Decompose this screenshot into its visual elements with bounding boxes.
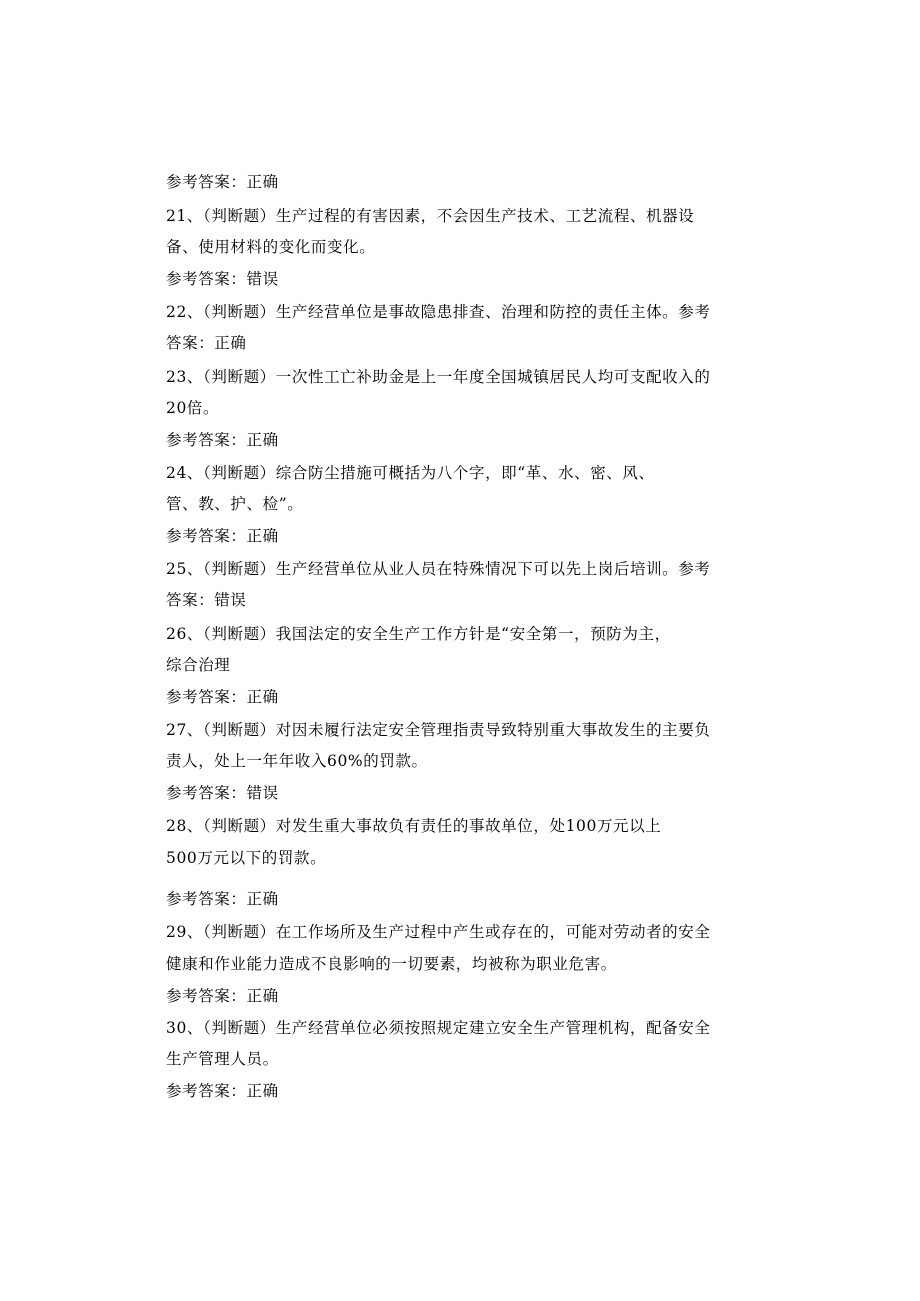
question-21-line-2: 备、使用材料的变化而变化。 (166, 238, 376, 256)
answer-line: 参考答案：正确 (166, 527, 279, 545)
question-22-line-1: 22、（判断题）生产经营单位是事故隐患排查、治理和防控的责任主体。参考 (166, 303, 711, 321)
answer-line: 参考答案：正确 (166, 688, 279, 706)
question-26-line-2: 综合治理 (166, 656, 231, 674)
question-22-line-2: 答案：正确 (166, 334, 247, 352)
question-23-line-1: 23、（判断题）一次性工亡补助金是上一年度全国城镇居民人均可支配收入的 (166, 368, 711, 386)
question-29-line-2: 健康和作业能力造成不良影响的一切要素，均被称为职业危害。 (166, 955, 617, 973)
question-29-line-1: 29、（判断题）在工作场所及生产过程中产生或存在的，可能对劳动者的安全 (166, 923, 711, 941)
question-27-line-2: 责人，处上一年年收入60%的罚款。 (166, 752, 428, 770)
question-24-line-2: 管、教、护、检”。 (166, 495, 304, 513)
question-24-line-1: 24、（判断题）综合防尘措施可概括为八个字，即“革、水、密、风、 (166, 464, 655, 482)
question-27-line-1: 27、（判断题）对因未履行法定安全管理指责导致特别重大事故发生的主要负 (166, 721, 711, 739)
question-25-line-1: 25、（判断题）生产经营单位从业人员在特殊情况下可以先上岗后培训。参考 (166, 560, 711, 578)
answer-line: 参考答案：正确 (166, 173, 279, 191)
question-26-line-1: 26、（判断题）我国法定的安全生产工作方针是“安全第一，预防为主， (166, 625, 671, 643)
answer-line: 参考答案：正确 (166, 987, 279, 1005)
question-21-line-1: 21、（判断题）生产过程的有害因素，不会因生产技术、工艺流程、机器设 (166, 207, 695, 225)
question-30-line-1: 30、（判断题）生产经营单位必须按照规定建立安全生产管理机构，配备安全 (166, 1019, 711, 1037)
answer-line: 参考答案：错误 (166, 270, 279, 288)
question-30-line-2: 生产管理人员。 (166, 1050, 279, 1068)
answer-line: 参考答案：正确 (166, 431, 279, 449)
question-28-line-2: 500万元以下的罚款。 (166, 849, 327, 867)
answer-line: 参考答案：正确 (166, 1082, 279, 1100)
question-25-line-2: 答案：错误 (166, 591, 247, 609)
question-23-line-2: 20倍。 (166, 399, 220, 417)
answer-line: 参考答案：正确 (166, 890, 279, 908)
question-28-line-1: 28、（判断题）对发生重大事故负有责任的事故单位，处100万元以上 (166, 817, 662, 835)
answer-line: 参考答案：错误 (166, 784, 279, 802)
